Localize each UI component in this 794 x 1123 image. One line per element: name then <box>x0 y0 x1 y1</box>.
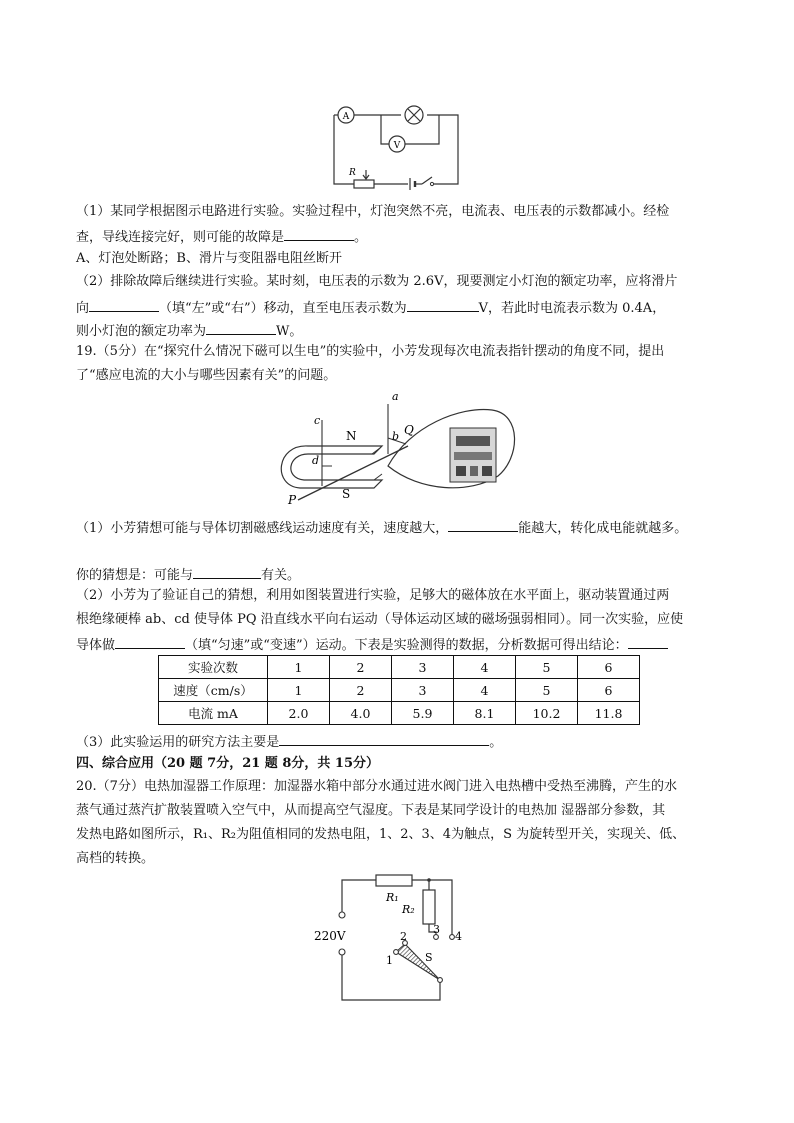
label-p: P <box>288 493 297 507</box>
drive-device-icon <box>450 428 496 482</box>
humidifier-circuit-diagram <box>312 868 482 1010</box>
q18-part2-line3 <box>76 320 302 341</box>
q18-part2-text-d: 则小灯泡的额定功率为 <box>76 324 207 339</box>
ammeter-icon <box>338 107 354 123</box>
q19-part3-line <box>76 731 502 752</box>
resistor-r2-icon <box>423 890 435 924</box>
contact-2-label: 2 <box>400 930 407 943</box>
table-cell: 速度（cm/s） <box>159 679 268 702</box>
label-d: d <box>312 454 320 467</box>
answer-blank[interactable] <box>193 564 261 579</box>
table-cell: 5 <box>516 679 578 702</box>
q19-part2-line3 <box>76 634 668 655</box>
table-cell: 4 <box>454 656 516 679</box>
table-cell: 1 <box>268 656 330 679</box>
q19-part3-text-b: 。 <box>489 735 503 750</box>
q18-part1-text: 查，导线连接完好，则可能的故障是 <box>76 230 285 245</box>
section-heading: 四、综合应用（20 题 7分，21 题 8分，共 15分） <box>76 756 379 771</box>
table-cell: 4.0 <box>330 702 392 725</box>
q20-line3: 发热电路如图所示，R₁、R₂为阻值相同的发热电阻，1、2、3、4为触点，S 为旋转型开关，实现关、低、 <box>76 827 686 842</box>
q20-line1: 20.（7分）电热加湿器工作原理：加湿器水箱中部分水通过进水阀门进入电热槽中受热至沸腾，产生的水 <box>76 779 677 794</box>
table-cell: 实验次数 <box>159 656 268 679</box>
table-cell: 2 <box>330 656 392 679</box>
q19-guess-text-b: 有关。 <box>261 568 301 583</box>
q18-part2-text-b: （填“左”或“右”）移动，直至电压表示数为 <box>159 301 407 316</box>
r2-label: R₂ <box>402 903 415 916</box>
table-cell: 6 <box>578 679 640 702</box>
label-c: c <box>314 414 321 427</box>
voltmeter-icon <box>389 136 405 152</box>
q19-part1-line <box>76 517 687 538</box>
label-n: N <box>346 429 357 443</box>
table-row <box>159 702 640 725</box>
q18-part2-text-a: 向 <box>76 301 90 316</box>
q19-part2-text-b: （填“匀速”或“变速”）运动。下表是实验测得的数据，分析数据可得出结论： <box>185 638 628 653</box>
switch-s-label: S <box>425 951 433 964</box>
rotary-switch-icon <box>396 944 440 980</box>
voltage-label: 220V <box>314 929 346 943</box>
answer-blank[interactable] <box>89 297 159 312</box>
q18-part1-end: 。 <box>354 230 368 245</box>
table-cell: 3 <box>392 679 454 702</box>
table-cell: 6 <box>578 656 640 679</box>
q20-line2: 蒸气通过蒸汽扩散装置喷入空气中，从而提高空气湿度。下表是某同学设计的电热加 湿器部分参数，其 <box>76 803 666 818</box>
answer-blank[interactable] <box>115 634 185 649</box>
answer-blank[interactable] <box>407 297 479 312</box>
q19-guess-line <box>76 564 300 585</box>
q18-part1-line1: （1）某同学根据图示电路进行实验。实验过程中，灯泡突然不亮，电流表、电压表的示数都减小。经检 <box>76 204 670 219</box>
q19-part2-line2: 根绝缘硬棒 ab、cd 使导体 PQ 沿直线水平向右运动（导体运动区域的磁场强弱相同）。同一次实验，应使 <box>76 612 684 627</box>
resistor-r1-icon <box>376 875 412 886</box>
table-cell: 4 <box>454 679 516 702</box>
q18-part1-line2 <box>76 226 367 247</box>
table-cell: 1 <box>268 679 330 702</box>
q18-part2-line1: （2）排除故障后继续进行实验。某时刻，电压表的示数为 2.6V，现要测定小灯泡的额定功率，应将滑片 <box>76 274 678 289</box>
q19-part1-text-b: 能越大，转化成电能就越多。 <box>518 521 688 536</box>
q18-options: A、灯泡处断路；B、滑片与变阻器电阻丝断开 <box>76 251 342 266</box>
contact-4-label: 4 <box>455 930 462 943</box>
q20-line4: 高档的转换。 <box>76 851 155 866</box>
q19-part1-text-a: （1）小芳猜想可能与导体切割磁感线运动速度有关，速度越大， <box>76 521 449 536</box>
answer-blank[interactable] <box>284 226 354 241</box>
table-row <box>159 656 640 679</box>
lamp-circuit-diagram <box>326 100 466 192</box>
label-b: b <box>392 430 400 443</box>
table-cell: 11.8 <box>578 702 640 725</box>
q18-part2-line2 <box>76 297 665 318</box>
induction-experiment-diagram <box>270 388 524 512</box>
voltmeter-label: V <box>393 141 401 151</box>
table-cell: 5.9 <box>392 702 454 725</box>
table-cell: 10.2 <box>516 702 578 725</box>
label-s: S <box>342 487 351 501</box>
table-cell: 2 <box>330 679 392 702</box>
label-q: Q <box>404 423 414 437</box>
magnet-icon <box>281 446 382 488</box>
label-a: a <box>392 390 399 403</box>
lamp-icon <box>405 106 423 124</box>
q19-guess-text-a: 你的猜想是：可能与 <box>76 568 194 583</box>
q19-part2-line1: （2）小芳为了验证自己的猜想，利用如图装置进行实验，足够大的磁体放在水平面上，驱动装置通过两 <box>76 588 670 603</box>
table-row <box>159 679 640 702</box>
q18-part2-text-e: W。 <box>276 324 303 339</box>
contact-1-label: 1 <box>386 954 393 967</box>
answer-blank[interactable] <box>206 320 276 335</box>
q19-intro-line1: 19.（5分）在“探究什么情况下磁可以生电”的实验中，小芳发现每次电流表指针摆动的角度不同，提出 <box>76 344 665 359</box>
q19-intro-line2: 了“感应电流的大小与哪些因素有关”的问题。 <box>76 368 337 383</box>
table-cell: 8.1 <box>454 702 516 725</box>
table-cell: 2.0 <box>268 702 330 725</box>
q18-part2-text-c: V，若此时电流表示数为 0.4A， <box>478 301 666 316</box>
ammeter-label: A <box>342 112 350 122</box>
table-cell: 3 <box>392 656 454 679</box>
table-cell: 电流 mA <box>159 702 268 725</box>
r1-label: R₁ <box>386 891 399 904</box>
rheostat-label: R <box>349 168 356 178</box>
table-cell: 5 <box>516 656 578 679</box>
answer-blank[interactable] <box>628 634 668 649</box>
answer-blank[interactable] <box>448 517 518 532</box>
q19-part3-text-a: （3）此实验运用的研究方法主要是 <box>76 735 280 750</box>
answer-blank[interactable] <box>279 731 489 746</box>
data-table <box>158 655 640 725</box>
q19-part2-text-a: 导体做 <box>76 638 116 653</box>
contact-3-label: 3 <box>433 923 440 936</box>
